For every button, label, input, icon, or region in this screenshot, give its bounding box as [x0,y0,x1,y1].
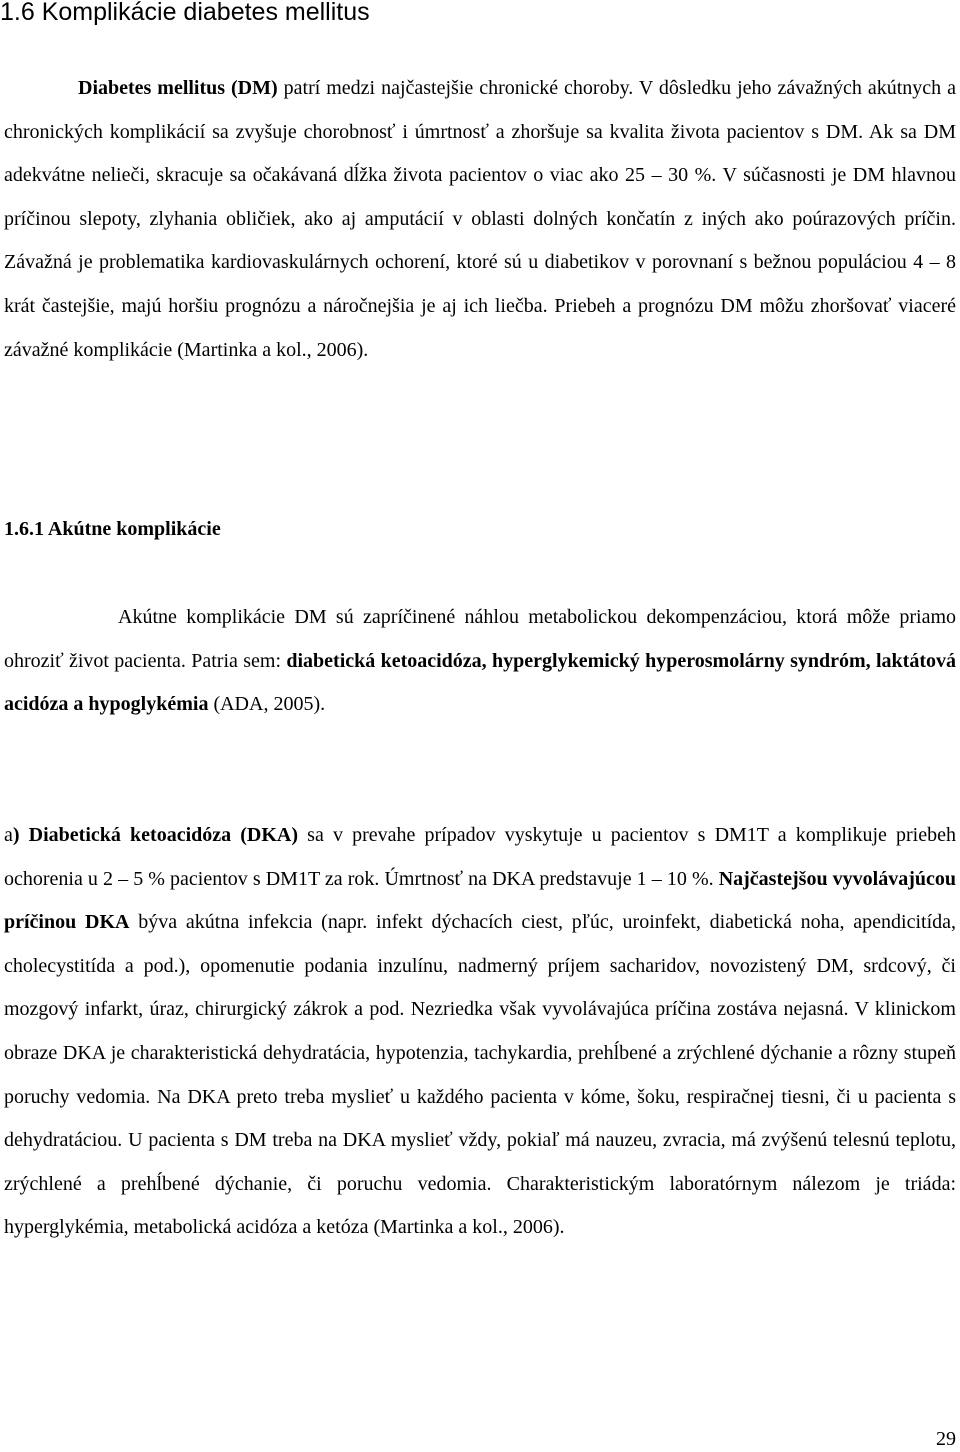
acute-text-2: (ADA, 2005). [208,693,326,716]
section-heading: 1.6 Komplikácie diabetes mellitus [0,0,370,26]
dka-prefix: a [4,824,13,846]
dka-paragraph [4,814,956,1250]
dka-text-1: sa v prevahe prípadov vyskytuje u pacientov s DM1T a komplikuje priebeh ochorenia u 2 – 5 % pacientov s DM1T za rok. Úmrtnosť na DKA predstavuje 1 – 10 %. [4,824,956,890]
intro-lead-bold: Diabetes mellitus (DM) [78,77,278,99]
acute-bold-terms: diabetická ketoacidóza, hyperglykemický hyperosmolárny syndróm, laktátová acidóza a hypoglykémia [4,649,957,716]
intro-text: patrí medzi najčastejšie chronické choroby. V dôsledku jeho závažných akútnych a chronických komplikácií sa zvyšuje chorobnosť i úmrtnosť a zhoršuje sa kvalita života pacientov s DM. Ak sa DM adekvátne nelieči, skracuje sa očakávaná dĺžka života pacientov o viac ako 25 – 30 %. V súčasnosti je DM hlavnou príčinou slepoty, zlyhania obličiek, ako aj amputácií v oblasti dolných končatín z iných ako poúrazových príčin. Závažná je problematika kardiovaskulárnych ochorení, ktoré sú u diabetikov v porovnaní s bežnou populáciou 4 – 8 krát častejšie, majú horšiu prognózu a náročnejšia je aj ich liečba. Priebeh a prognózu DM môžu zhoršovať viaceré závažné komplikácie (Martinka a kol., 2006). [4,77,956,361]
subsection-heading: 1.6.1 Akútne komplikácie [4,518,221,540]
dka-bold-cause: Najčastejšou vyvolávajúcou príčinou DKA [4,867,956,934]
acute-paragraph [4,596,956,727]
dka-text-2: býva akútna infekcia (napr. infekt dýchacích ciest, pľúc, uroinfekt, diabetická noha, apendicitída, cholecystitída a pod.), opomenutie podania inzulínu, nadmerný príjem sacharidov, novozistený DM, srdcový, či mozgový infarkt, úraz, chirurgický zákrok a pod. Nezriedka však vyvolávajúca príčina zostáva nejasná. V klinickom obraze DKA je charakteristická dehydratácia, hypotenzia, tachykardia, prehĺbené a zrýchlené dýchanie a rôzny stupeň poruchy vedomia. Na DKA preto treba myslieť u každého pacienta v kóme, šoku, respiračnej tiesni, či u pacienta s dehydratáciou. U pacienta s DM treba na DKA myslieť vždy, pokiaľ má nauzeu, zvracia, má zvýšenú telesnú teplotu, zrýchlené a prehĺbené dýchanie, či poruchu vedomia. Charakteristickým laboratórnym nálezom je triáda: hyperglykémia, metabolická acidóza a ketóza (Martinka a kol., 2006). [4,911,956,1239]
acute-text-1: Akútne komplikácie DM sú zapríčinené náhlou metabolickou dekompenzáciou, ktorá môže priamo ohroziť život pacienta. Patria sem: [4,606,956,672]
page-number: 29 [936,1428,956,1450]
dka-bold-title: ) Diabetická ketoacidóza (DKA) [12,824,299,846]
intro-paragraph [4,67,956,372]
